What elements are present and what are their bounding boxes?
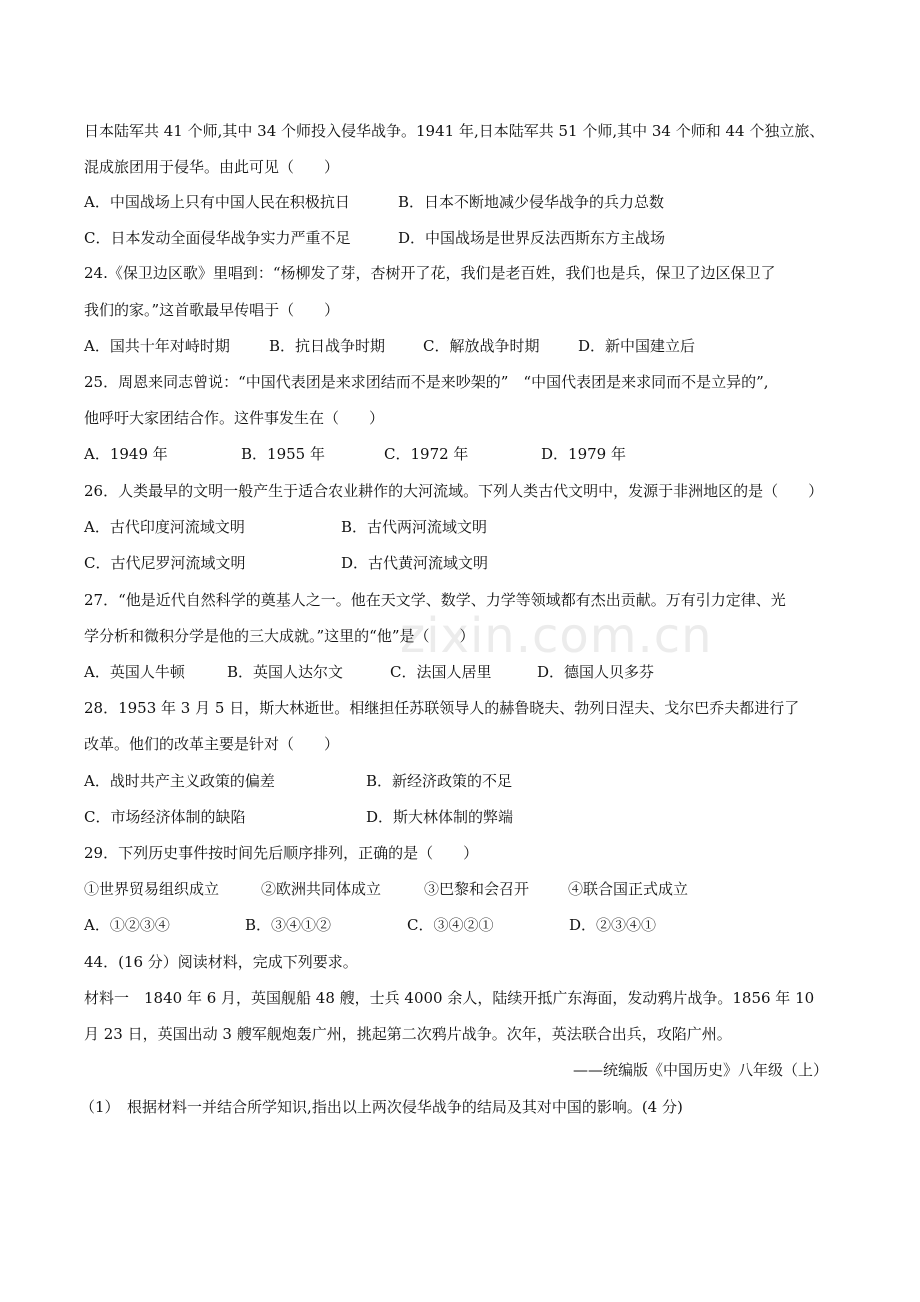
q26-option-a: A．古代印度河流域文明 [84, 518, 245, 536]
q27-option-b: B．英国人达尔文 [227, 663, 344, 681]
q28-options-row2 [84, 807, 844, 827]
q25-stem-line1: 25．周恩来同志曾说：“中国代表团是来求团结而不是来吵架的” “中国代表团是来求同而不是立异的”, [84, 373, 769, 391]
q44-material1-line2: 月 23 日，英国出动 3 艘军舰炮轰广州，挑起第二次鸦片战争。次年，英法联合出兵，攻陷广州。 [84, 1025, 732, 1043]
q26-option-d: D．古代黄河流域文明 [341, 554, 489, 572]
q24-option-d: D．新中国建立后 [578, 337, 696, 355]
q25-option-d: D．1979 年 [541, 445, 626, 463]
q27-option-a: A．英国人牛顿 [84, 663, 185, 681]
q29-option-d: D．②③④① [569, 916, 657, 934]
q29-event-2: ②欧洲共同体成立 [261, 880, 382, 898]
q23-option-a: A．中国战场上只有中国人民在积极抗日 [84, 193, 350, 211]
q25-options [84, 444, 844, 464]
q28-option-c: C．市场经济体制的缺陷 [84, 808, 246, 826]
q27-stem-line1: 27．“他是近代自然科学的奠基人之一。他在天文学、数学、力学等领域都有杰出贡献。万有引力定律、光 [84, 591, 786, 609]
q29-option-c: C．③④②① [407, 916, 494, 934]
q23-option-b: B．日本不断地减少侵华战争的兵力总数 [398, 193, 665, 211]
q26-stem-line1: 26．人类最早的文明一般产生于适合农业耕作的大河流域。下列人类古代文明中，发源于非洲地区的是（ ） [84, 482, 824, 500]
q28-stem-line2: 改革。他们的改革主要是针对（ ） [84, 735, 340, 753]
q23-option-d: D．中国战场是世界反法西斯东方主战场 [398, 229, 666, 247]
q29-stem-line1: 29．下列历史事件按时间先后顺序排列，正确的是（ ） [84, 844, 479, 862]
q27-option-d: D．德国人贝多芬 [537, 663, 655, 681]
q25-stem-line2: 他呼吁大家团结合作。这件事发生在（ ） [84, 409, 385, 427]
q27-stem-line2: 学分析和微积分学是他的三大成就。”这里的“他”是（ ） [84, 627, 475, 645]
q27-option-c: C．法国人居里 [390, 663, 492, 681]
q23-option-c: C．日本发动全面侵华战争实力严重不足 [84, 229, 351, 247]
q44-heading: 44．(16 分）阅读材料，完成下列要求。 [84, 953, 358, 971]
q28-option-d: D．斯大林体制的弊端 [366, 808, 514, 826]
q28-option-a: A．战时共产主义政策的偏差 [84, 772, 275, 790]
q24-option-c: C．解放战争时期 [423, 337, 540, 355]
q44-material1-line1: 材料一 1840 年 6 月，英国舰船 48 艘，士兵 4000 余人，陆续开抵广东海面，发动鸦片战争。1856 年 10 [84, 989, 815, 1007]
q26-option-b: B．古代两河流域文明 [341, 518, 488, 536]
q29-event-4: ④联合国正式成立 [568, 880, 689, 898]
watermark: zixin.com.cn [400, 608, 713, 664]
q24-option-b: B．抗日战争时期 [269, 337, 386, 355]
q23-options-row2 [84, 228, 844, 248]
q25-option-b: B．1955 年 [241, 445, 325, 463]
q29-event-1: ①世界贸易组织成立 [84, 880, 220, 898]
q23-options-row1 [84, 192, 844, 212]
q26-option-c: C．古代尼罗河流域文明 [84, 554, 246, 572]
q25-option-c: C．1972 年 [384, 445, 469, 463]
q23-stem-line1: 日本陆军共 41 个师,其中 34 个师投入侵华战争。1941 年,日本陆军共 51 个师,其中 34 个师和 44 个独立旅、 [84, 122, 825, 140]
q28-stem-line1: 28．1953 年 3 月 5 日，斯大林逝世。相继担任苏联领导人的赫鲁晓夫、勃列日涅夫、戈尔巴乔夫都进行了 [84, 699, 800, 717]
q29-option-b: B．③④①② [245, 916, 332, 934]
q27-options [84, 662, 844, 682]
q26-options-row1 [84, 517, 844, 537]
q29-event-list [84, 879, 844, 899]
q44-subquestion-1: （1） 根据材料一并结合所学知识,指出以上两次侵华战争的结局及其对中国的影响。(4 分) [80, 1098, 683, 1116]
q24-option-a: A．国共十年对峙时期 [84, 337, 230, 355]
q26-options-row2 [84, 553, 844, 573]
q23-stem-line2: 混成旅团用于侵华。由此可见（ ） [84, 158, 340, 176]
q29-event-3: ③巴黎和会召开 [424, 880, 530, 898]
q28-option-b: B．新经济政策的不足 [366, 772, 513, 790]
q29-options [84, 915, 844, 935]
q44-material1-source: ——统编版《中国历史》八年级（上） [572, 1061, 828, 1079]
q29-option-a: A．①②③④ [84, 916, 170, 934]
q28-options-row1 [84, 771, 844, 791]
q25-option-a: A．1949 年 [84, 445, 168, 463]
q24-options [84, 336, 844, 356]
q24-stem-line1: 24.《保卫边区歌》里唱到：“杨柳发了芽，杏树开了花，我们是老百姓，我们也是兵，保卫了边区保卫了 [84, 264, 776, 282]
q24-stem-line2: 我们的家。”这首歌最早传唱于（ ） [84, 301, 340, 319]
